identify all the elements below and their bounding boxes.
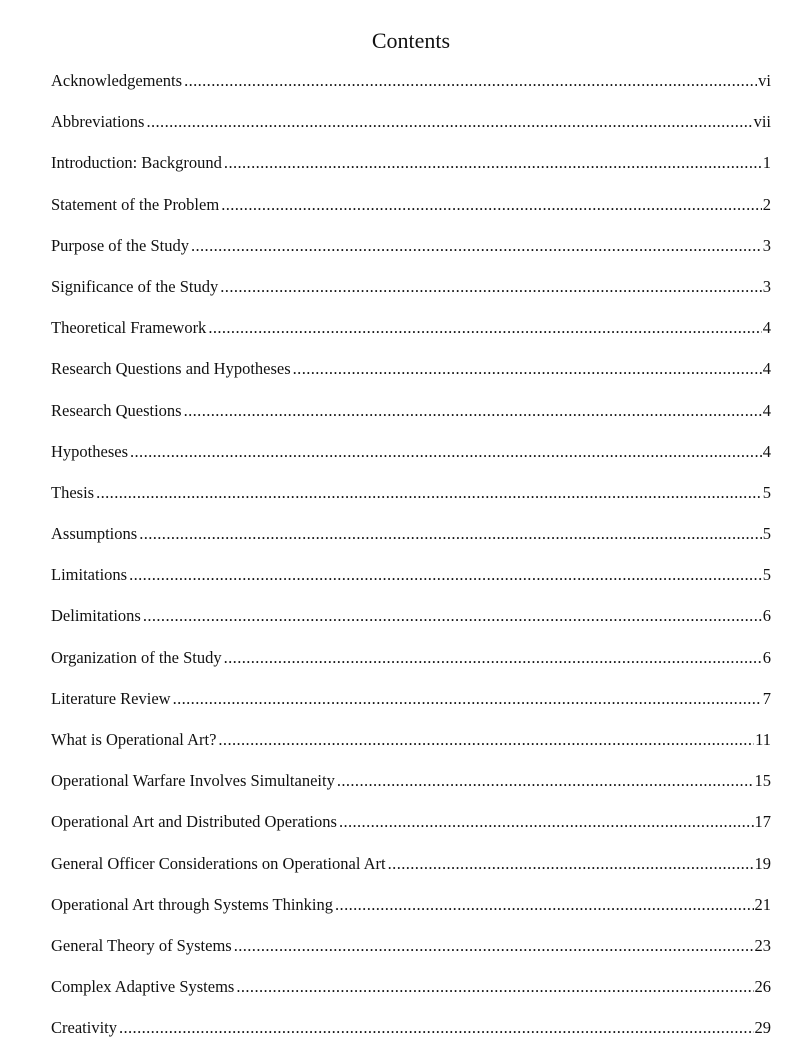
- dot-leader: [339, 809, 754, 835]
- table-of-contents: [51, 68, 771, 1057]
- toc-entry[interactable]: [51, 150, 771, 191]
- dot-leader: [224, 645, 762, 671]
- toc-entry-title: Creativity: [51, 1018, 117, 1038]
- toc-entry-page: 3: [762, 276, 771, 296]
- dot-leader: [234, 933, 754, 959]
- toc-entry-page: 5: [762, 482, 771, 502]
- toc-entry-page: 7: [762, 688, 771, 708]
- dot-leader: [337, 768, 754, 794]
- dot-leader: [146, 109, 752, 135]
- dot-leader: [119, 1015, 754, 1041]
- toc-entry[interactable]: [51, 892, 771, 933]
- toc-entry-page: 5: [762, 524, 771, 544]
- toc-entry[interactable]: [51, 686, 771, 727]
- toc-entry-page: 17: [754, 812, 771, 832]
- toc-entry-title: Hypotheses: [51, 441, 128, 461]
- toc-entry-page: 6: [762, 647, 771, 667]
- toc-entry-page: 2: [762, 194, 771, 214]
- toc-entry[interactable]: [51, 315, 771, 356]
- toc-entry[interactable]: [51, 192, 771, 233]
- toc-entry-page: 4: [762, 441, 771, 461]
- toc-entry-title: Operational Warfare Involves Simultaneity: [51, 771, 335, 791]
- dot-leader: [388, 851, 754, 877]
- toc-entry[interactable]: [51, 974, 771, 1015]
- toc-entry-title: Literature Review: [51, 688, 171, 708]
- toc-entry-title: Thesis: [51, 482, 95, 502]
- toc-entry-page: 26: [754, 977, 771, 997]
- toc-entry-title: General Officer Considerations on Operational Art: [51, 853, 386, 873]
- dot-leader: [173, 686, 762, 712]
- toc-entry[interactable]: [51, 356, 771, 397]
- toc-entry-page: 3: [762, 235, 771, 255]
- toc-entry[interactable]: [51, 109, 771, 150]
- dot-leader: [220, 274, 761, 300]
- toc-entry[interactable]: [51, 480, 771, 521]
- toc-entry-page: 15: [754, 771, 771, 791]
- toc-entry[interactable]: [51, 398, 771, 439]
- toc-entry[interactable]: [51, 645, 771, 686]
- toc-entry-page: 4: [762, 318, 771, 338]
- dot-leader: [293, 356, 762, 382]
- toc-entry-title: Acknowledgements: [51, 71, 183, 90]
- toc-entry-page: 4: [762, 359, 771, 379]
- toc-entry[interactable]: [51, 439, 771, 480]
- toc-entry[interactable]: [51, 851, 771, 892]
- toc-entry-page: 1: [762, 153, 771, 173]
- dot-leader: [218, 727, 754, 753]
- toc-entry[interactable]: [51, 274, 771, 315]
- toc-entry[interactable]: [51, 603, 771, 644]
- toc-entry-title: What is Operational Art?: [51, 730, 217, 749]
- dot-leader: [139, 521, 762, 547]
- toc-entry[interactable]: [51, 933, 771, 974]
- toc-entry-title: Abbreviations: [51, 112, 145, 132]
- toc-entry-page: vi: [758, 71, 771, 90]
- toc-entry-title: Introduction: Background: [51, 153, 222, 173]
- dot-leader: [236, 974, 753, 1000]
- dot-leader: [224, 150, 762, 176]
- dot-leader: [335, 892, 753, 918]
- toc-entry[interactable]: [51, 768, 771, 809]
- toc-entry[interactable]: [51, 1015, 771, 1056]
- dot-leader: [221, 192, 762, 218]
- toc-entry-title: Complex Adaptive Systems: [51, 977, 235, 997]
- toc-entry-page: 5: [762, 565, 771, 585]
- toc-entry-title: Theoretical Framework: [51, 318, 207, 338]
- toc-entry-page: 11: [755, 730, 771, 749]
- toc-entry-title: Organization of the Study: [51, 647, 222, 667]
- toc-entry-title: Assumptions: [51, 524, 138, 544]
- dot-leader: [191, 233, 762, 259]
- toc-entry-page: 19: [754, 853, 771, 873]
- toc-entry-page: 6: [762, 606, 771, 626]
- toc-entry[interactable]: [51, 233, 771, 274]
- toc-entry-title: Significance of the Study: [51, 276, 219, 296]
- dot-leader: [129, 562, 762, 588]
- dot-leader: [184, 68, 757, 94]
- toc-entry-title: Purpose of the Study: [51, 235, 189, 255]
- toc-entry-title: Research Questions and Hypotheses: [51, 359, 291, 379]
- toc-entry-title: Operational Art and Distributed Operations: [51, 812, 337, 832]
- toc-entry[interactable]: [51, 562, 771, 603]
- toc-entry[interactable]: [51, 521, 771, 562]
- toc-entry-title: General Theory of Systems: [51, 935, 232, 955]
- toc-entry[interactable]: [51, 809, 771, 850]
- toc-entry-title: Delimitations: [51, 606, 141, 626]
- toc-entry-page: 29: [754, 1018, 771, 1038]
- page-title: Contents: [371, 28, 451, 53]
- toc-entry-page: 21: [754, 894, 771, 914]
- dot-leader: [96, 480, 762, 506]
- dot-leader: [208, 315, 761, 341]
- toc-entry-title: Statement of the Problem: [51, 194, 220, 214]
- toc-entry[interactable]: [51, 727, 771, 768]
- toc-entry-title: Research Questions: [51, 400, 182, 420]
- toc-entry[interactable]: [51, 68, 771, 109]
- toc-entry-page: 4: [762, 400, 771, 420]
- dot-leader: [184, 398, 762, 424]
- toc-entry-title: Limitations: [51, 565, 128, 585]
- toc-entry-page: 23: [754, 935, 771, 955]
- dot-leader: [143, 603, 762, 629]
- toc-entry-title: Operational Art through Systems Thinking: [51, 894, 334, 914]
- dot-leader: [130, 439, 762, 465]
- toc-entry-page: vii: [753, 112, 771, 132]
